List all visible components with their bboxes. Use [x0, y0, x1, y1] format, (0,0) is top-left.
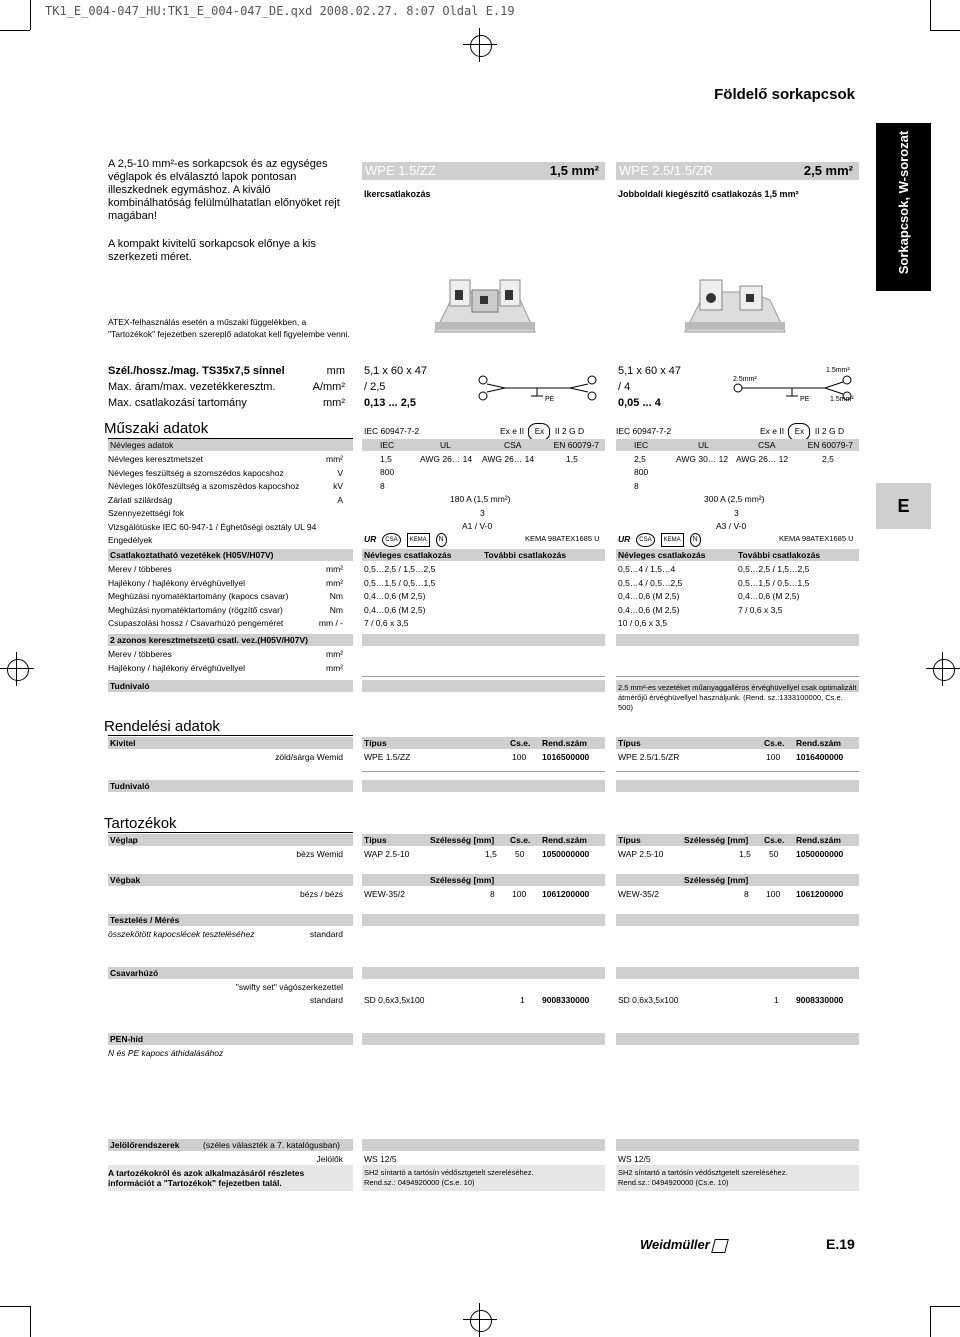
product-header-1 [362, 162, 605, 180]
order-col-pack-2: Cs.e. [764, 738, 785, 748]
tech-row-label: Zárlati szilárdság [108, 494, 173, 505]
tech-row-label: Névleges feszültség a szomszédos kapocshoz [108, 467, 284, 478]
wires-p2a-value: 10 / 0,6 x 3,5 [618, 618, 668, 628]
marker-p1-note: SH2 síntartó a tartósín védősztgetelt szereléséhez. Rend.sz.: 0494920000 (Cs.e. 10) [364, 1168, 534, 1187]
wires-p2a-value: 0,5…4 / 1,5…4 [618, 564, 676, 574]
wires-row-label: Hajlékony / hajlékony érvéghüvellyel [108, 577, 246, 588]
intro-paragraph-2: A kompakt kivitelű sorkapcsok előnye a kis szerkezeti méret. [108, 238, 316, 263]
acc-test-band [108, 914, 353, 926]
atex-note: ATEX-felhasználás esetén a műszaki függelékben, a "Tartozékok" fejezetben szereplő adatokat kell figyelembe venni. [108, 317, 350, 339]
acc-endbracket-band [108, 874, 353, 886]
wires-note-p2: 2.5 mm²-es vezetéket műanyaggalléros érvéghüvellyel csak optimalizált átmérőjű érvéghüvellyel használjunk. (Rend. sz.:1333100000, Cs.e. 500) [618, 683, 857, 712]
acc-col-order: Rend.szám [796, 835, 841, 845]
ex-hexagon-icon: Ex [528, 423, 550, 441]
product-header-2 [616, 162, 859, 180]
tech-p1-cs-csa: AWG 26… 14 [482, 454, 535, 464]
dims-label-2: Max. áram/max. vezetékkeresztm. [108, 381, 276, 393]
section-letter-text: E [897, 496, 910, 516]
tech-iec-1: IEC 60947-7-2 [364, 426, 420, 436]
tech-ex-text-2: Ex e II [760, 426, 785, 436]
order-note-p2 [616, 780, 859, 792]
schematic-2-label-b: 1.5mm² [826, 367, 850, 374]
acc-test-p1 [362, 914, 605, 926]
ur-approval-icon: UR [364, 534, 377, 544]
tech-units [300, 453, 343, 507]
dims-values-2 [618, 363, 681, 411]
dims-label-1: Szél./hossz./mag. TS35x7,5 sínnel [108, 365, 285, 377]
wires-band-2-p2 [616, 634, 859, 646]
wires-cols-1 [362, 549, 605, 561]
acc-endbracket-p1-type: WEW-35/2 [364, 889, 405, 899]
wires-p2a [618, 563, 682, 631]
wires-p1-value: 0,4…0,6 (M 2,5) [364, 604, 426, 615]
acc-screwdriver-band [108, 967, 353, 979]
order-note-label: Tudnivaló [110, 781, 150, 791]
acc-endplate-label: Véglap [110, 835, 138, 845]
product-2-image [680, 262, 790, 342]
marker-p2-band [616, 1139, 859, 1151]
tech-row-unit: A [337, 494, 343, 505]
acc-test-desc: standard [309, 929, 343, 939]
wires-row-label: Merev / többeres [108, 564, 172, 574]
tech-row-unit: V [337, 467, 343, 478]
acc-screwdriver-p1-number: 9008330000 [542, 995, 590, 1005]
dims-p1-2: / 2,5 [364, 381, 386, 393]
wires-units-2 [290, 648, 343, 675]
marker-band [108, 1139, 353, 1151]
acc-endplate-cols-1 [362, 834, 605, 846]
brand-logo [640, 1237, 727, 1253]
order-col-pack-1: Cs.e. [510, 738, 531, 748]
acc-pen-p1 [362, 1033, 605, 1045]
tech-row-unit: mm² [326, 454, 343, 464]
schematic-2-label-a: 2.5mm² [733, 376, 757, 383]
tech-col-en-1: EN 60079-7 [553, 440, 599, 450]
marker-p2: WS 12/5 [618, 1154, 651, 1164]
tech-p2-kema: KEMA 98ATEX1685 U [779, 534, 854, 543]
acc-endplate-p1-width: 1,5 [485, 849, 497, 859]
order-variant: zöld/sárga Wemid [275, 752, 343, 762]
section-letter [876, 483, 931, 529]
acc-endplate-p2-type: WAP 2.5-10 [618, 849, 664, 859]
tech-ex-cat-1: II 2 G D [554, 426, 585, 436]
tech-row-label: Névleges keresztmetszet [108, 454, 203, 464]
acc-endbracket-cols-2 [616, 874, 859, 886]
wires-row-label: Meghúzási nyomatéktartomány (kapocs csavar) [108, 591, 289, 601]
order-p2-pack: 100 [766, 752, 781, 762]
acc-endbracket-desc: bézs / bézs [300, 889, 343, 899]
acc-endbracket-label: Végbak [110, 875, 141, 885]
order-col-type-1: Típus [364, 738, 387, 748]
order-p1-number: 1016500000 [542, 752, 590, 762]
tech-ex-cat-2: II 2 G D [814, 426, 845, 436]
marker-p1: WS 12/5 [364, 1154, 397, 1164]
dims-units [280, 363, 345, 411]
dims-unit-3: mm² [323, 397, 345, 409]
acc-col-type: Típus [618, 835, 641, 845]
n-approval-icon: N [436, 533, 447, 547]
wires-row-unit: Nm [329, 604, 343, 615]
tech-p2-v: 800 [634, 467, 649, 477]
order-band [108, 737, 353, 749]
tech-p1-ul94: A1 / V-0 [462, 521, 493, 531]
acc-endbracket-p2-width: 8 [744, 889, 749, 899]
wires-units [290, 563, 343, 631]
acc-endplate-cols-2 [616, 834, 859, 846]
acc-endplate-band [108, 834, 353, 846]
intro-paragraph-1: A 2,5-10 mm²-es sorkapcsok és az egységes véglapok és elválasztó lapok pontosan illeszkednek egymáshoz. A kiváló kombinálhatóság felülmúlhatatlan előnyöket rejt magában! [108, 158, 340, 222]
kema-approval-icon: KEMA [407, 533, 430, 547]
brand-logo-icon [712, 1239, 730, 1253]
wires-col-a-2: Névleges csatlakozás [618, 550, 706, 560]
dims-p2-2: / 4 [618, 381, 631, 393]
tech-row-unit: kV [333, 481, 343, 491]
acc-col-width: Szélesség [mm] [430, 875, 495, 885]
ex-hexagon-icon: Ex [788, 423, 810, 441]
acc-endbracket-p2-pack: 100 [766, 889, 781, 899]
acc-screwdriver-p1-type: SD 0,6x3,5x100 [364, 995, 425, 1005]
dims-p2-3: 0,05 ... 4 [618, 397, 661, 409]
wires-p1-value: 0,4…0,6 (M 2,5) [364, 591, 426, 601]
tech-p2-deg: 3 [734, 508, 739, 518]
tech-row-label: Szennyezettségi fok [108, 508, 185, 518]
wires-band-2-p1 [362, 634, 605, 646]
schematic-2-pe: PE [800, 396, 810, 403]
tech-row-label: Névleges lökőfeszültség a szomszédos kapocshoz [108, 481, 300, 491]
order-band-label: Kivitel [110, 738, 136, 748]
wires-note-band [108, 680, 353, 692]
acc-endbracket-p1-pack: 100 [512, 889, 527, 899]
marker-band-label: Jelölőrendszerek [110, 1140, 180, 1150]
acc-endplate-p2-number: 1050000000 [796, 849, 844, 859]
wires-row2-label: Hajlékony / hajlékony érvéghüvellyel [108, 662, 246, 673]
wires-p1 [364, 563, 435, 631]
csa-approval-icon: CSA [636, 533, 654, 547]
acc-endbracket-cols-1 [362, 874, 605, 886]
tech-p2-cs-en: 2,5 [822, 454, 834, 464]
acc-pen-label: PEN-híd [110, 1034, 144, 1044]
acc-screwdriver-p2-band [616, 967, 859, 979]
acc-col-width: Szélesség [mm] [684, 875, 749, 885]
acc-test-label: Tesztelés / Mérés [110, 915, 180, 925]
tech-title: Műszaki adatok [104, 420, 209, 437]
tech-p1-cs-en: 1,5 [566, 454, 578, 464]
wires-row-unit: mm² [326, 564, 343, 574]
marker-p1-band [362, 1139, 605, 1151]
dims-p1-3: 0,13 ... 2,5 [364, 397, 416, 409]
acc-endbracket-p2-number: 1061200000 [796, 889, 844, 899]
tech-band-label: Névleges adatok [110, 440, 174, 450]
wires-p2a-value: 0,4…0,6 (M 2,5) [618, 591, 680, 601]
tech-p2-approvals [618, 533, 701, 547]
wires-p1-value: 0,5…2,5 / 1,5…2,5 [364, 564, 436, 574]
order-title: Rendelési adatok [104, 718, 220, 735]
order-cols-2 [616, 737, 859, 749]
print-header: TK1_E_004-047_HU:TK1_E_004-047_DE.qxd 2008.02.27. 8:07 Oldal E.19 [45, 4, 515, 18]
acc-screwdriver-desc: standard [309, 995, 343, 1005]
side-tab-label: Sorkapcsok, W-sorozat [896, 130, 911, 275]
kema-approval-icon: KEMA [661, 533, 684, 547]
acc-endbracket-p2-type: WEW-35/2 [618, 889, 659, 899]
wires-p2a-value: 0,5…4 / 0,5…2,5 [618, 577, 683, 588]
product-2-name: WPE 2.5/1.5/ZR [619, 163, 713, 178]
acc-endplate-desc: bézs Wemid [296, 849, 343, 859]
schematic-2-label-c: 1.5mm² [830, 396, 854, 403]
wires-p1-value: 0,5…1,5 / 0,5…1,5 [364, 577, 436, 588]
dims-values-1 [364, 363, 427, 411]
wires-band-2 [108, 634, 353, 646]
wires-row2-unit: mm² [326, 649, 343, 659]
tech-col-iec-2: IEC [634, 440, 649, 450]
acc-test-sub: összekötött kapocslécek teszteléséhez [108, 929, 255, 939]
tech-row-label: Vizsgálótüske IEC 60-947-1 / Éghetőségi osztály UL 94 [108, 521, 317, 532]
n-approval-icon: N [690, 533, 701, 547]
tech-p2-cs-csa: AWG 26… 12 [736, 454, 789, 464]
acc-endplate-p1-type: WAP 2.5-10 [364, 849, 410, 859]
order-p2-type: WPE 2.5/1.5/ZR [618, 752, 680, 762]
acc-pen-sub: N és PE kapocs áthidalásához [108, 1048, 224, 1058]
acc-pen-band [108, 1033, 353, 1045]
marker-desc: Jelölők [316, 1154, 343, 1164]
acc-screwdriver-label: Csavarhúzó [110, 968, 159, 978]
schematic-1 [475, 372, 600, 408]
wires-p2b-value: 0,4…0,6 (M 2,5) [738, 591, 800, 601]
product-1-size: 1,5 mm² [549, 163, 599, 178]
acc-screwdriver-p2-number: 9008330000 [796, 995, 844, 1005]
order-cols-1 [362, 737, 605, 749]
brand-name: Weidmüller [640, 1237, 710, 1252]
tech-p1-a: 180 A (1,5 mm²) [450, 494, 511, 504]
dims-p1-1: 5,1 x 60 x 47 [364, 365, 427, 377]
acc-screwdriver-p1-pack: 1 [520, 995, 525, 1005]
product-1-subtitle: Ikercsatlakozás [364, 189, 431, 199]
acc-screwdriver-p1-band [362, 967, 605, 979]
wires-band-label: Csatlakoztatható vezetékek (H05V/H07V) [110, 550, 274, 560]
acc-col-order: Rend.szám [542, 835, 587, 845]
tech-p2-ul94: A3 / V-0 [716, 521, 747, 531]
order-col-type-2: Típus [618, 738, 641, 748]
tech-band [108, 439, 353, 451]
tech-p1-v: 800 [380, 467, 395, 477]
wires-row-label: Meghúzási nyomatéktartomány (rögzítő csvar) [108, 604, 283, 615]
wires-cols-2 [616, 549, 859, 561]
wires-note-label: Tudnivaló [110, 681, 150, 691]
wires-p2b [738, 563, 809, 617]
marker-band-note: (széles választék a 7. katalógusban) [203, 1140, 341, 1150]
marker-p2-note: SH2 síntartó a tartósín védősztgetelt szereléséhez. Rend.sz.: 0494920000 (Cs.e. 10) [618, 1168, 788, 1187]
acc-endplate-p1-pack: 50 [515, 849, 525, 859]
dims-label-3: Max. csatlakozási tartomány [108, 397, 247, 409]
acc-pen-p2 [616, 1033, 859, 1045]
order-p1-pack: 100 [512, 752, 527, 762]
tech-p1-kema: KEMA 98ATEX1685 U [525, 534, 600, 543]
tech-row-label: Engedélyek [108, 535, 153, 545]
side-tab [876, 123, 931, 291]
dims-unit-1: mm [326, 365, 345, 377]
acc-title: Tartozékok [104, 815, 177, 832]
tech-col-ul-1: UL [440, 440, 451, 450]
order-p1-type: WPE 1.5/ZZ [364, 752, 411, 762]
tech-cols-1 [362, 439, 605, 451]
acc-screwdriver-p2-pack: 1 [774, 995, 779, 1005]
ur-approval-icon: UR [618, 534, 631, 544]
tech-p1-cs-iec: 1,5 [380, 454, 392, 464]
acc-endplate-p2-pack: 50 [769, 849, 779, 859]
tech-iec-2: IEC 60947-7-2 [616, 426, 672, 436]
dims-unit-2: A/mm² [312, 381, 345, 393]
acc-endplate-p2-width: 1,5 [739, 849, 751, 859]
page-title: Földelő sorkapcsok [714, 86, 855, 103]
acc-footnote: A tartozékokról és azok alkalmazásáról részletes információt a "Tartozékok" fejezetben talál. [108, 1168, 305, 1188]
acc-col-pack: Cs.e. [764, 835, 785, 845]
tech-col-csa-2: CSA [758, 440, 776, 450]
wires-row-unit: Nm [329, 591, 343, 601]
product-1-name: WPE 1.5/ZZ [365, 163, 436, 178]
wires-col-a-1: Névleges csatlakozás [364, 550, 452, 560]
wires-col-b-2: További csatlakozás [738, 550, 821, 560]
acc-col-width: Szélesség [mm] [430, 835, 495, 845]
tech-col-csa-1: CSA [504, 440, 522, 450]
order-note-p1 [362, 780, 605, 792]
tech-p2-kv: 8 [634, 481, 639, 491]
wires-row2-label: Merev / többeres [108, 649, 172, 659]
tech-col-ul-2: UL [698, 440, 709, 450]
dims-p2-1: 5,1 x 60 x 47 [618, 365, 681, 377]
acc-screwdriver-p2-type: SD 0,6x3,5x100 [618, 995, 679, 1005]
wires-row2-unit: mm² [326, 662, 343, 673]
wires-note-p1 [362, 680, 605, 692]
acc-col-width: Szélesség [mm] [684, 835, 749, 845]
schematic-1-pe: PE [545, 396, 555, 403]
acc-test-p2 [616, 914, 859, 926]
order-col-order-1: Rend.szám [542, 738, 587, 748]
page-number: E.19 [826, 1236, 855, 1252]
order-note-band [108, 780, 353, 792]
wires-band-2-label: 2 azonos keresztmetszetű csatl. vez.(H05V/H07V) [110, 635, 308, 645]
wires-p2b-value: 0,5…1,5 / 0,5…1,5 [738, 577, 810, 588]
acc-endbracket-p1-number: 1061200000 [542, 889, 590, 899]
tech-cols-2 [616, 439, 859, 451]
tech-p1-cs-ul: AWG 26… 14 [420, 454, 473, 464]
tech-p1-deg: 3 [480, 508, 485, 518]
tech-col-en-2: EN 60079-7 [807, 440, 853, 450]
wires-col-b-1: További csatlakozás [484, 550, 567, 560]
wires-band [108, 549, 353, 561]
wires-p2a-value: 0,4…0,6 (M 2,5) [618, 604, 680, 615]
wires-row-label: Csupaszolási hossz / Csavarhúzó pengeméret [108, 618, 284, 628]
tech-col-iec-1: IEC [380, 440, 395, 450]
wires-row-unit: mm / - [318, 618, 343, 628]
order-p2-number: 1016400000 [796, 752, 844, 762]
wires-row-unit: mm² [326, 577, 343, 588]
product-2-size: 2,5 mm² [803, 163, 853, 178]
product-2-subtitle: Jobboldali kiegészítő csatlakozás 1,5 mm² [618, 189, 799, 199]
acc-endplate-p1-number: 1050000000 [542, 849, 590, 859]
tech-p2-cs-ul: AWG 30… 12 [676, 454, 729, 464]
tech-ex-text-1: Ex e II [500, 426, 525, 436]
acc-screwdriver-desc1: "swifty set" vágószerkezettel [235, 982, 343, 992]
acc-col-type: Típus [364, 835, 387, 845]
csa-approval-icon: CSA [382, 533, 400, 547]
tech-p1-approvals [364, 533, 447, 547]
tech-p2-cs-iec: 2,5 [634, 454, 646, 464]
wires-p2b-value: 7 / 0,6 x 3,5 [738, 604, 783, 615]
product-1-image [430, 262, 540, 342]
order-col-order-2: Rend.szám [796, 738, 841, 748]
tech-p2-a: 300 A (2,5 mm²) [704, 494, 765, 504]
wires-p2b-value: 0,5…2,5 / 1,5…2,5 [738, 564, 810, 574]
wires-p1-value: 7 / 0,6 x 3,5 [364, 618, 409, 628]
acc-col-pack: Cs.e. [510, 835, 531, 845]
acc-endbracket-p1-width: 8 [490, 889, 495, 899]
tech-p1-kv: 8 [380, 481, 385, 491]
